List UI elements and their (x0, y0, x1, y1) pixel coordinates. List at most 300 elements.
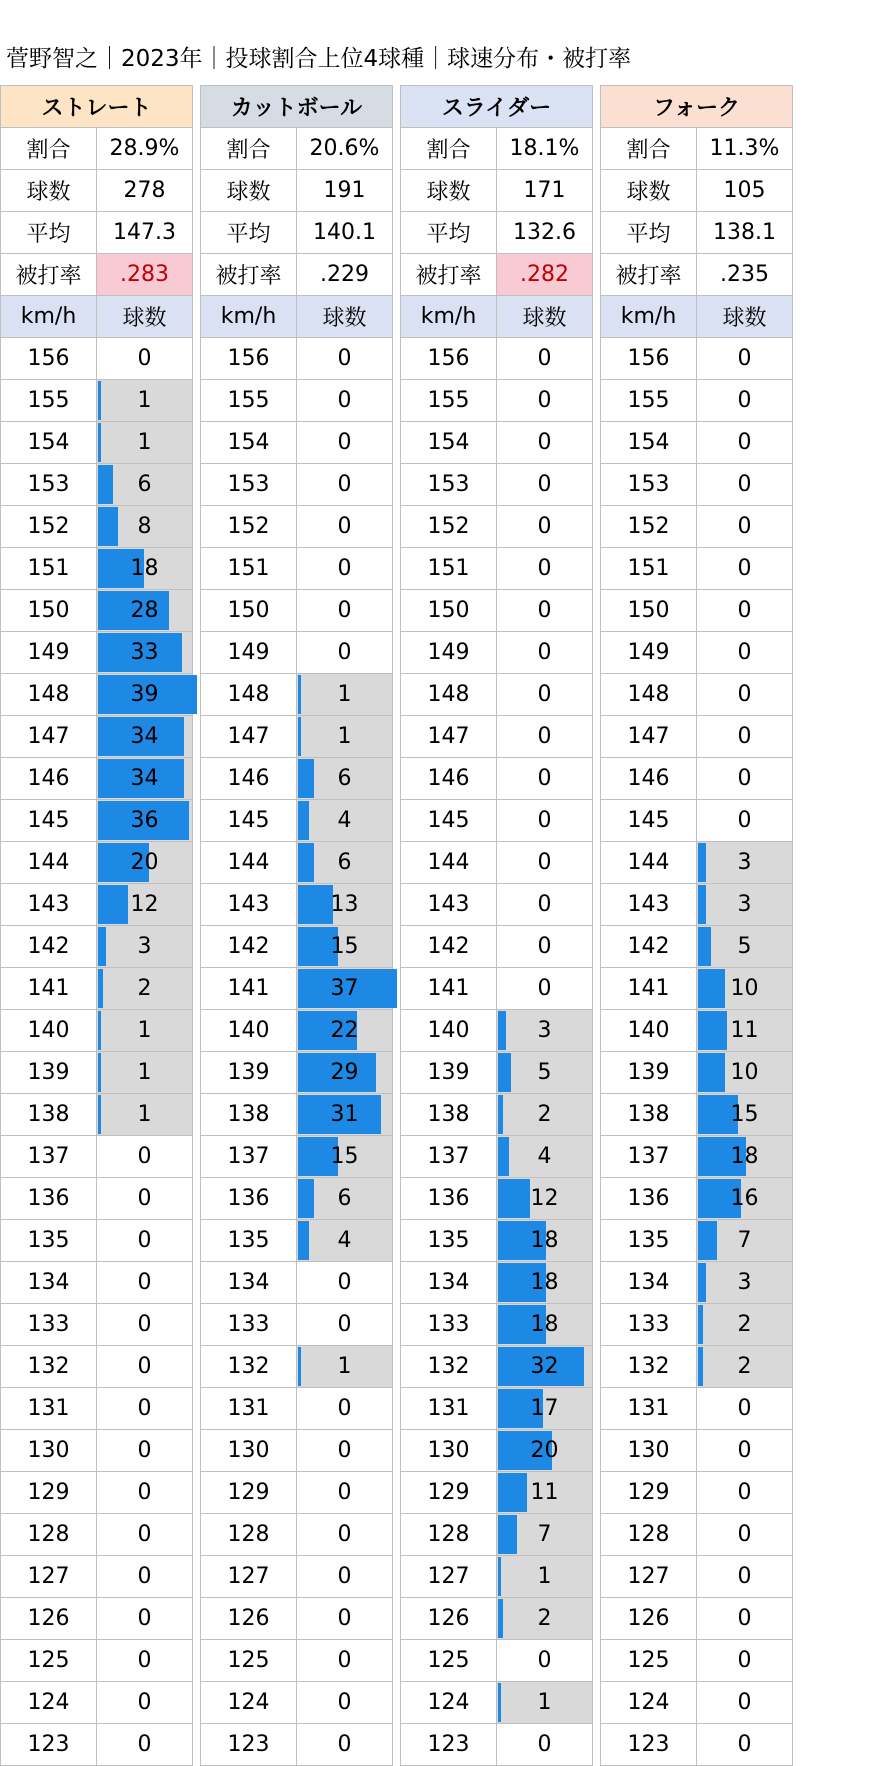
count-label: 6 (337, 766, 352, 791)
speed-row (401, 1304, 593, 1346)
count-cell (297, 464, 393, 506)
count-cell (297, 716, 393, 758)
bar (498, 1515, 517, 1554)
count-cell (297, 968, 393, 1010)
speed-label: 124 (201, 1682, 297, 1724)
speed-label: 135 (401, 1220, 497, 1262)
avg-hit-value: .282 (497, 254, 593, 296)
speed-label: 149 (201, 632, 297, 674)
count-label: 1 (137, 1060, 152, 1085)
speed-row (1, 422, 193, 464)
ratio-label: 割合 (201, 128, 297, 170)
bar (698, 843, 706, 882)
speed-row (601, 1514, 793, 1556)
avg-hit-label: 被打率 (601, 254, 697, 296)
speed-label: 150 (401, 590, 497, 632)
count-label: 0 (537, 976, 552, 1001)
pitches-header: 球数 (297, 296, 393, 338)
count-label: 15 (330, 934, 359, 959)
speed-row (401, 1472, 593, 1514)
bar (698, 885, 706, 924)
count-label: 0 (737, 1522, 752, 1547)
count-label: 7 (537, 1522, 552, 1547)
count-cell (97, 380, 193, 422)
count-label: 3 (137, 934, 152, 959)
count-label: 29 (330, 1060, 359, 1085)
speed-label: 127 (601, 1556, 697, 1598)
speed-row (601, 800, 793, 842)
count-cell (297, 1514, 393, 1556)
count-cell (297, 674, 393, 716)
speed-row (401, 716, 593, 758)
speed-row (601, 1598, 793, 1640)
bar (298, 759, 314, 798)
speed-label: 151 (201, 548, 297, 590)
speed-row (201, 548, 393, 590)
count-label: 0 (737, 640, 752, 665)
count-cell (97, 884, 193, 926)
speed-label: 142 (201, 926, 297, 968)
count-label: 10 (730, 1060, 759, 1085)
pitch-name: カットボール (201, 86, 393, 128)
count-cell (497, 1640, 593, 1682)
speed-label: 148 (601, 674, 697, 716)
count-label: 4 (537, 1144, 552, 1169)
speed-label: 136 (1, 1178, 97, 1220)
count-label: 0 (337, 1564, 352, 1589)
count-cell (297, 632, 393, 674)
speed-label: 148 (401, 674, 497, 716)
speed-row (1, 1388, 193, 1430)
speed-label: 133 (201, 1304, 297, 1346)
count-label: 0 (137, 1144, 152, 1169)
count-cell (97, 1682, 193, 1724)
speed-label: 156 (201, 338, 297, 380)
speed-row (401, 1136, 593, 1178)
count-cell (297, 1598, 393, 1640)
speed-row (201, 800, 393, 842)
bar (98, 1011, 101, 1050)
count-label: 2 (737, 1354, 752, 1379)
speed-label: 135 (1, 1220, 97, 1262)
count-label: 0 (537, 640, 552, 665)
count-cell (497, 1388, 593, 1430)
count-cell (497, 926, 593, 968)
count-label: 0 (337, 1438, 352, 1463)
count-cell (697, 1556, 793, 1598)
speed-row (601, 674, 793, 716)
avg-label: 平均 (201, 212, 297, 254)
count-label: 8 (137, 514, 152, 539)
count-label: 33 (130, 640, 159, 665)
count-cell (697, 1682, 793, 1724)
count-cell (297, 1220, 393, 1262)
count-cell (97, 1178, 193, 1220)
speed-row (601, 1640, 793, 1682)
speed-row (601, 1724, 793, 1766)
bar (298, 843, 314, 882)
bar (498, 1599, 503, 1638)
count-cell (497, 1724, 593, 1766)
page-title: 菅野智之｜2023年｜投球割合上位4球種｜球速分布・被打率 (6, 46, 632, 72)
count-cell (497, 422, 593, 464)
speed-row (401, 590, 593, 632)
count-label: 15 (330, 1144, 359, 1169)
speed-row (601, 506, 793, 548)
bar (98, 969, 103, 1008)
bar (498, 1179, 530, 1218)
speed-row (601, 380, 793, 422)
count-label: 0 (337, 598, 352, 623)
count-label: 12 (530, 1186, 559, 1211)
count-label: 0 (537, 472, 552, 497)
speed-label: 141 (1, 968, 97, 1010)
speed-row (401, 1178, 593, 1220)
speed-row (401, 884, 593, 926)
speed-row (401, 1220, 593, 1262)
speed-label: 128 (401, 1514, 497, 1556)
count-cell (497, 338, 593, 380)
speed-row (1, 380, 193, 422)
count-label: 0 (537, 934, 552, 959)
speed-label: 137 (401, 1136, 497, 1178)
count-cell (497, 506, 593, 548)
count-cell (697, 1640, 793, 1682)
speed-label: 153 (601, 464, 697, 506)
bar (698, 927, 711, 966)
count-cell (697, 674, 793, 716)
speed-row (601, 716, 793, 758)
speed-label: 142 (601, 926, 697, 968)
speed-row (401, 1094, 593, 1136)
speed-row (201, 1094, 393, 1136)
speed-label: 137 (601, 1136, 697, 1178)
speed-row (201, 422, 393, 464)
count-cell (297, 1556, 393, 1598)
count-cell (297, 1682, 393, 1724)
count-cell (697, 632, 793, 674)
speed-row (201, 1430, 393, 1472)
count-label: 0 (137, 1228, 152, 1253)
count-label: 20 (530, 1438, 559, 1463)
count-cell (697, 548, 793, 590)
count-cell (297, 1430, 393, 1472)
count-cell (97, 1052, 193, 1094)
count-cell (97, 1262, 193, 1304)
count-label: 0 (737, 472, 752, 497)
speed-label: 143 (1, 884, 97, 926)
count-label: 4 (337, 1228, 352, 1253)
speed-label: 143 (401, 884, 497, 926)
speed-label: 146 (1, 758, 97, 800)
count-label: 6 (337, 1186, 352, 1211)
bar (98, 507, 118, 546)
count-label: 0 (537, 514, 552, 539)
count-label: 3 (737, 850, 752, 875)
count-cell (97, 590, 193, 632)
speed-row (401, 380, 593, 422)
count-label: 球数 (201, 170, 297, 212)
speed-row (1, 1304, 193, 1346)
count-cell (97, 1598, 193, 1640)
speed-row (401, 1052, 593, 1094)
speed-label: 152 (1, 506, 97, 548)
count-cell (97, 548, 193, 590)
count-label: 0 (537, 1732, 552, 1757)
count-cell (497, 716, 593, 758)
speed-row (601, 1346, 793, 1388)
speed-label: 145 (1, 800, 97, 842)
count-label: 0 (337, 556, 352, 581)
speed-label: 145 (401, 800, 497, 842)
speed-row (601, 1682, 793, 1724)
bar (498, 1473, 527, 1512)
speed-label: 150 (601, 590, 697, 632)
count-cell (697, 800, 793, 842)
count-cell (697, 926, 793, 968)
count-label: 0 (537, 808, 552, 833)
speed-label: 156 (601, 338, 697, 380)
speed-label: 129 (401, 1472, 497, 1514)
speed-row (601, 1178, 793, 1220)
bar (298, 801, 309, 840)
count-cell (97, 632, 193, 674)
speed-row (601, 338, 793, 380)
count-label: 0 (337, 388, 352, 413)
speed-row (601, 968, 793, 1010)
pitch-table (400, 85, 593, 1766)
avg-hit-label: 被打率 (201, 254, 297, 296)
count-cell (697, 1304, 793, 1346)
speed-row (401, 1556, 593, 1598)
count-label: 34 (130, 724, 159, 749)
count-label: 0 (737, 1564, 752, 1589)
speed-row (1, 800, 193, 842)
speed-label: 155 (601, 380, 697, 422)
speed-label: 139 (1, 1052, 97, 1094)
count-label: 0 (537, 892, 552, 917)
speed-label: 144 (201, 842, 297, 884)
count-cell (97, 1346, 193, 1388)
speed-row (401, 338, 593, 380)
bar (498, 1053, 511, 1092)
count-cell (497, 1178, 593, 1220)
count-label: 4 (337, 808, 352, 833)
bar (298, 1179, 314, 1218)
speed-label: 126 (201, 1598, 297, 1640)
count-label: 0 (737, 430, 752, 455)
speed-row (201, 716, 393, 758)
count-cell (697, 1220, 793, 1262)
speed-label: 155 (1, 380, 97, 422)
count-label: 1 (137, 1102, 152, 1127)
count-label: 0 (137, 1186, 152, 1211)
speed-label: 128 (1, 1514, 97, 1556)
count-label: 1 (337, 724, 352, 749)
speed-row (1, 884, 193, 926)
speed-label: 134 (401, 1262, 497, 1304)
speed-label: 150 (1, 590, 97, 632)
speed-row (601, 1220, 793, 1262)
pitch-panel (400, 85, 593, 1766)
kmh-header: km/h (1, 296, 97, 338)
count-cell (697, 1514, 793, 1556)
speed-label: 154 (201, 422, 297, 464)
speed-label: 149 (1, 632, 97, 674)
speed-row (601, 884, 793, 926)
speed-label: 153 (201, 464, 297, 506)
count-cell (697, 1136, 793, 1178)
count-cell (697, 422, 793, 464)
pitch-name: スライダー (401, 86, 593, 128)
avg-value: 147.3 (97, 212, 193, 254)
speed-row (401, 1430, 593, 1472)
count-cell (497, 1346, 593, 1388)
speed-row (401, 1346, 593, 1388)
speed-row (401, 1640, 593, 1682)
pitches-header: 球数 (697, 296, 793, 338)
speed-label: 142 (401, 926, 497, 968)
count-label: 0 (137, 1690, 152, 1715)
count-label: 球数 (601, 170, 697, 212)
count-cell (297, 1724, 393, 1766)
count-cell (97, 674, 193, 716)
count-label: 1 (137, 388, 152, 413)
bar (498, 1683, 501, 1722)
speed-label: 146 (401, 758, 497, 800)
count-label: 22 (330, 1018, 359, 1043)
count-label: 18 (530, 1312, 559, 1337)
speed-row (1, 1682, 193, 1724)
speed-label: 140 (401, 1010, 497, 1052)
speed-row (601, 1304, 793, 1346)
speed-label: 154 (401, 422, 497, 464)
speed-row (1, 1556, 193, 1598)
count-cell (97, 1220, 193, 1262)
count-label: 1 (537, 1564, 552, 1589)
speed-label: 139 (601, 1052, 697, 1094)
pitch-table (600, 85, 793, 1766)
speed-row (601, 1472, 793, 1514)
count-label: 0 (737, 388, 752, 413)
pitch-panel (200, 85, 393, 1766)
speed-label: 152 (401, 506, 497, 548)
count-label: 11 (530, 1480, 559, 1505)
speed-row (401, 1682, 593, 1724)
bar (298, 1347, 301, 1386)
speed-label: 131 (201, 1388, 297, 1430)
count-label: 1 (137, 430, 152, 455)
count-label: 0 (337, 514, 352, 539)
kmh-header: km/h (401, 296, 497, 338)
count-cell (97, 1094, 193, 1136)
count-label: 0 (737, 808, 752, 833)
speed-row (1, 926, 193, 968)
speed-label: 154 (1, 422, 97, 464)
speed-row (401, 1514, 593, 1556)
speed-label: 145 (601, 800, 697, 842)
speed-row (401, 548, 593, 590)
count-cell (97, 422, 193, 464)
speed-row (1, 842, 193, 884)
pitches-header: 球数 (97, 296, 193, 338)
speed-row (1, 632, 193, 674)
speed-row (1, 1010, 193, 1052)
speed-row (1, 1262, 193, 1304)
speed-label: 129 (601, 1472, 697, 1514)
count-label: 15 (730, 1102, 759, 1127)
bar (498, 1137, 509, 1176)
speed-label: 134 (1, 1262, 97, 1304)
bar (298, 885, 333, 924)
ratio-value: 28.9% (97, 128, 193, 170)
count-cell (497, 842, 593, 884)
count-cell (697, 716, 793, 758)
count-cell (297, 758, 393, 800)
count-cell (97, 1136, 193, 1178)
speed-label: 123 (201, 1724, 297, 1766)
count-label: 0 (337, 1396, 352, 1421)
speed-label: 147 (601, 716, 697, 758)
count-label: 34 (130, 766, 159, 791)
speed-label: 138 (1, 1094, 97, 1136)
count-cell (697, 1052, 793, 1094)
count-cell (497, 590, 593, 632)
count-label: 3 (537, 1018, 552, 1043)
speed-row (601, 464, 793, 506)
count-cell (297, 1472, 393, 1514)
speed-row (201, 1052, 393, 1094)
count-label: 0 (337, 346, 352, 371)
count-cell (697, 842, 793, 884)
speed-row (401, 1388, 593, 1430)
speed-label: 150 (201, 590, 297, 632)
speed-label: 156 (1, 338, 97, 380)
count-cell (697, 1472, 793, 1514)
count-label: 0 (137, 1270, 152, 1295)
speed-label: 134 (201, 1262, 297, 1304)
speed-row (1, 1136, 193, 1178)
speed-row (601, 548, 793, 590)
speed-row (1, 968, 193, 1010)
count-cell (97, 842, 193, 884)
count-label: 5 (537, 1060, 552, 1085)
speed-row (1, 1430, 193, 1472)
bar (298, 675, 301, 714)
bar (98, 465, 113, 504)
speed-row (201, 1598, 393, 1640)
count-label: 2 (137, 976, 152, 1001)
speed-label: 131 (1, 1388, 97, 1430)
speed-row (401, 1262, 593, 1304)
count-label: 28 (130, 598, 159, 623)
speed-row (1, 506, 193, 548)
speed-row (401, 842, 593, 884)
avg-label: 平均 (1, 212, 97, 254)
speed-label: 145 (201, 800, 297, 842)
count-cell (497, 800, 593, 842)
count-cell (297, 338, 393, 380)
speed-label: 132 (1, 1346, 97, 1388)
speed-row (1, 1472, 193, 1514)
count-label: 0 (537, 682, 552, 707)
count-cell (497, 1136, 593, 1178)
avg-value: 140.1 (297, 212, 393, 254)
count-label: 1 (137, 1018, 152, 1043)
speed-label: 149 (401, 632, 497, 674)
speed-row (401, 674, 593, 716)
speed-label: 144 (601, 842, 697, 884)
